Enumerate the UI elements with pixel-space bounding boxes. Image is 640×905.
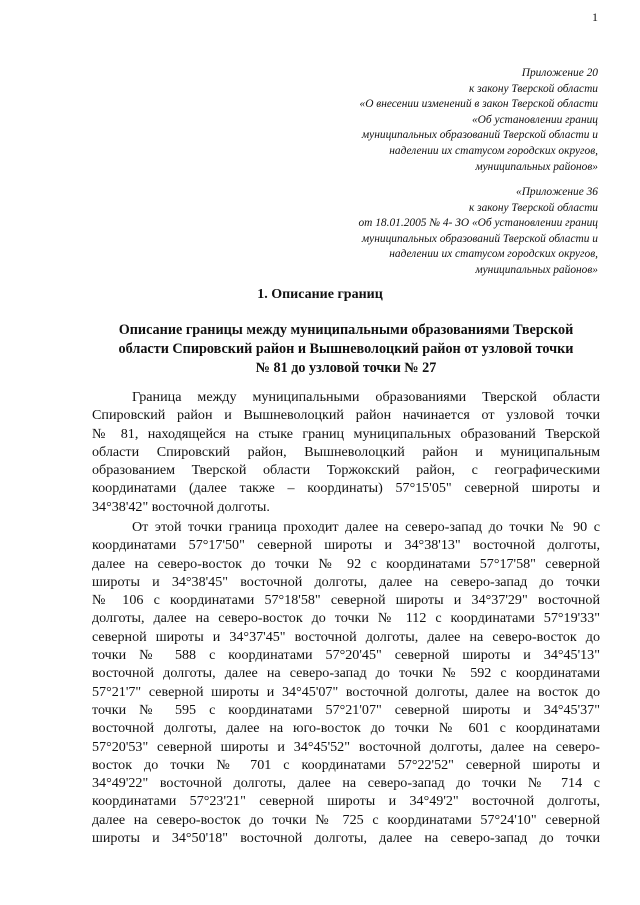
appendix-1-line: к закону Тверской области [468,82,598,95]
paragraph-line: 34°38'42" восточной долготы. [92,498,270,515]
appendix-2-line: наделении их статусом городских округов, [389,248,598,261]
appendix-1-line: Приложение 20 [521,67,598,79]
paragraph-boundary-route [92,518,600,847]
appendix-1-line: муниципальных районов» [475,160,598,173]
paragraph-line: северной широты и 34°37'45" восточной долготы, далее на северо-восток до [92,628,600,645]
paragraph-line: 57°21'7" северной широты и 34°45'07" восточной долготы, далее на восток до [92,683,600,700]
paragraph-line: № 81, находящейся на стыке границ муниципальных образований Тверской [92,425,600,442]
paragraph-line: широты и 34°50'18" восточной долготы, далее на северо-запад до точки [92,830,600,847]
appendix-1-line: муниципальных образований Тверской области и [361,129,598,142]
paragraph-line: области Спировский район, Вышневолоцкий район и муниципальным [92,443,600,460]
appendix-2-line: муниципальных районов» [475,263,598,276]
paragraph-line: восточной долготы, далее на северо-запад до точки № 592 с координатами [92,665,600,682]
appendix-1-line: «О внесении изменений в закон Тверской области [359,98,598,111]
appendix-header-2 [298,185,598,279]
paragraph-line: далее на северо-восток до точки № 725 с координатами 57°24'10" северной [92,811,600,828]
paragraph-line: образованием Тверской области Торжокский район, с географическими [92,462,600,479]
paragraph-line: широты и 34°38'45" восточной долготы, далее на северо-запад до точки [92,573,600,590]
appendix-header-1 [298,66,598,175]
paragraph-line: точки № 595 с координатами 57°21'07" северной широты и 34°45'37" [92,701,600,718]
appendix-2-line: к закону Тверской области [468,201,598,214]
paragraph-line: восток до точки № 701 с координатами 57°22'52" северной широты и [92,756,600,773]
appendix-2-line: «Приложение 36 [516,186,598,198]
document-title [92,321,600,378]
document-title-line: Описание границы между муниципальными образованиями Тверской [118,322,574,338]
paragraph-line: 57°20'53" северной широты и 34°45'52" восточной долготы, далее на северо- [92,738,600,755]
paragraph-line: далее на северо-восток до точки № 92 с координатами 57°17'58" северной [92,555,600,572]
paragraph-line: долготы, далее на северо-восток до точки № 112 с координатами 57°19'33" [92,610,600,627]
document-title-line: № 81 до узловой точки № 27 [255,360,437,376]
appendix-2-line: муниципальных образований Тверской области и [361,232,598,245]
appendix-1-line: «Об установлении границ [471,113,598,126]
paragraph-line: координатами 57°17'50" северной широты и 34°38'13" восточной долготы, [92,537,600,554]
paragraph-line: точки № 588 с координатами 57°20'45" северной широты и 34°45'13" [92,647,600,664]
paragraph-line: координатами (далее также – координаты) 57°15'05" северной широты и [92,480,600,497]
paragraph-line: координатами 57°23'21" северной широты и 34°49'2" восточной долготы, [92,793,600,810]
page-number: 1 [592,10,598,24]
appendix-2-line: от 18.01.2005 № 4- ЗО «Об установлении границ [358,217,598,230]
paragraph-line: От этой точки граница проходит далее на северо-запад до точки № 90 с [132,519,600,535]
paragraph-line: восточной долготы, далее на юго-восток до точки № 601 с координатами [92,720,600,737]
paragraph-line: 34°49'22" восточной долготы, далее на северо-запад до точки № 714 с [92,775,600,792]
document-title-line: области Спировский район и Вышневолоцкий район от узловой точки [118,341,574,357]
section-title: 1. Описание границ [257,287,383,302]
paragraph-line: № 106 с координатами 57°18'58" северной широты и 34°37'29" восточной [92,592,600,609]
appendix-1-line: наделении их статусом городских округов, [389,144,598,157]
paragraph-line: Граница между муниципальными образованиями Тверской области [132,389,600,405]
paragraph-line: Спировский район и Вышневолоцкий район начинается от узловой точки [92,407,600,424]
paragraph-start-point [92,388,600,516]
